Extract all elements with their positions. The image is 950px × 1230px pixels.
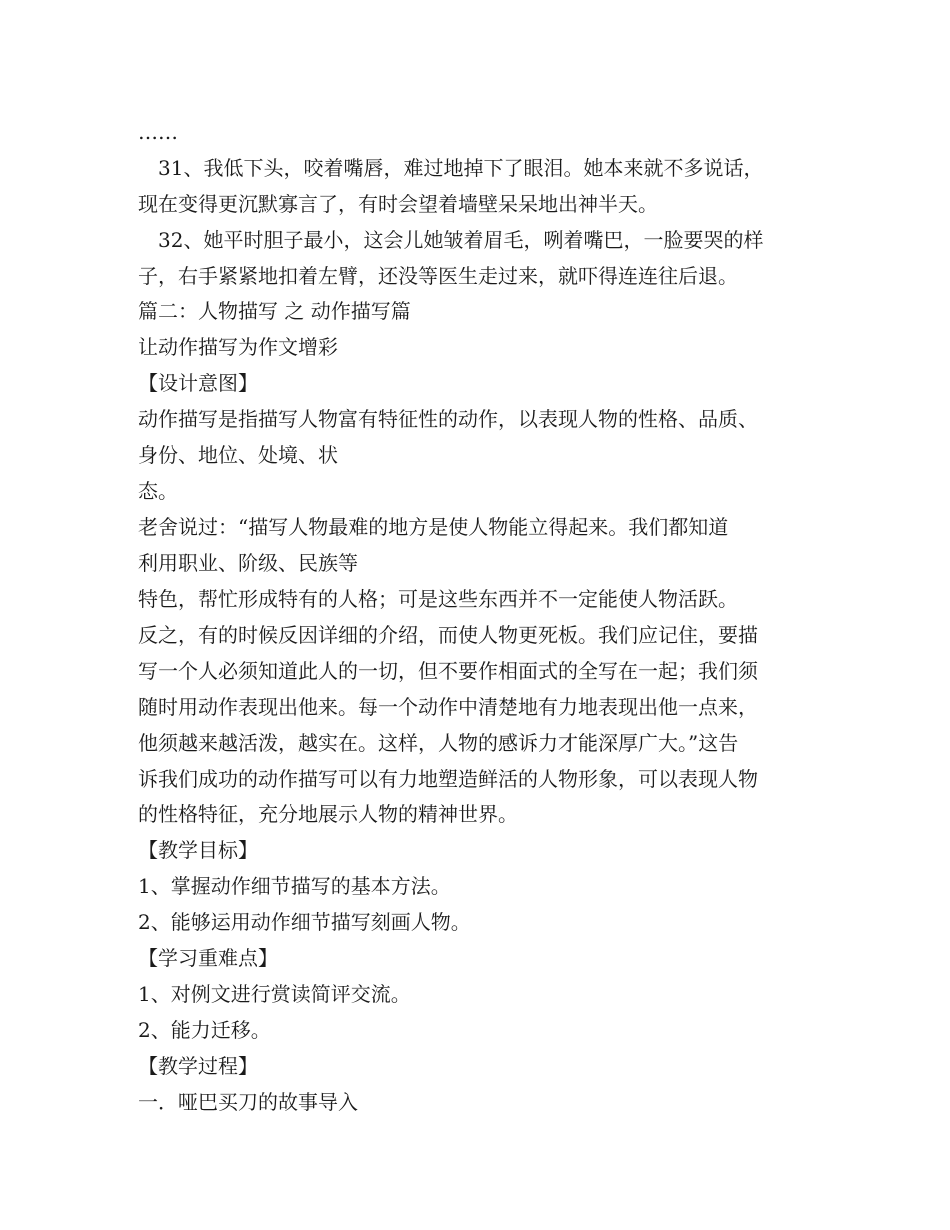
- text-line: 32、她平时胆子最小，这会儿她皱着眉毛，咧着嘴巴，一脸要哭的样: [138, 228, 764, 252]
- text-line: 身份、地位、处境、状: [138, 443, 338, 467]
- text-line: 31、我低下头，咬着嘴唇，难过地掉下了眼泪。她本来就不多说话，: [138, 156, 764, 180]
- bracket-heading: 【教学目标】: [138, 838, 258, 862]
- text-line: 他须越来越活泼，越实在。这样，人物的感诉力才能深厚广大。”这告: [138, 731, 739, 755]
- subtitle-line: 让动作描写为作文增彩: [138, 335, 338, 359]
- text-line: 老舍说过：“描写人物最难的地方是使人物能立得起来。我们都知道: [138, 515, 729, 539]
- list-item: 1、掌握动作细节描写的基本方法。: [138, 874, 451, 898]
- list-item: 2、能够运用动作细节描写刻画人物。: [138, 910, 471, 934]
- ellipsis-line: ……: [138, 120, 178, 144]
- text-line: 特色，帮忙形成特有的人格；可是这些东西并不一定能使人物活跃。: [138, 587, 738, 611]
- text-line: 态。: [138, 479, 178, 503]
- text-line: 一．哑巴买刀的故事导入: [138, 1090, 358, 1114]
- text-line: 利用职业、阶级、民族等: [138, 551, 358, 575]
- list-item: 2、能力迁移。: [138, 1018, 271, 1042]
- text-line: 反之，有的时候反因详细的介绍，而使人物更死板。我们应记住，要描: [138, 623, 758, 647]
- list-item: 1、对例文进行赏读简评交流。: [138, 982, 411, 1006]
- bracket-heading: 【设计意图】: [138, 371, 258, 395]
- text-line: 动作描写是指描写人物富有特征性的动作，以表现人物的性格、品质、: [138, 407, 758, 431]
- text-line: 随时用动作表现出他来。每一个动作中清楚地有力地表现出他一点来，: [138, 695, 758, 719]
- bracket-heading: 【学习重难点】: [138, 946, 278, 970]
- text-line: 子，右手紧紧地扣着左臂，还没等医生走过来，就吓得连连往后退。: [138, 264, 738, 288]
- text-line: 的性格特征，充分地展示人物的精神世界。: [138, 802, 518, 826]
- text-line: 写一个人必须知道此人的一切，但不要作相面式的全写在一起；我们须: [138, 659, 758, 683]
- text-line: 现在变得更沉默寡言了，有时会望着墙壁呆呆地出神半天。: [138, 192, 658, 216]
- section-heading: 篇二：人物描写 之 动作描写篇: [138, 299, 411, 323]
- text-line: 诉我们成功的动作描写可以有力地塑造鲜活的人物形象，可以表现人物: [138, 767, 758, 791]
- bracket-heading: 【教学过程】: [138, 1054, 258, 1078]
